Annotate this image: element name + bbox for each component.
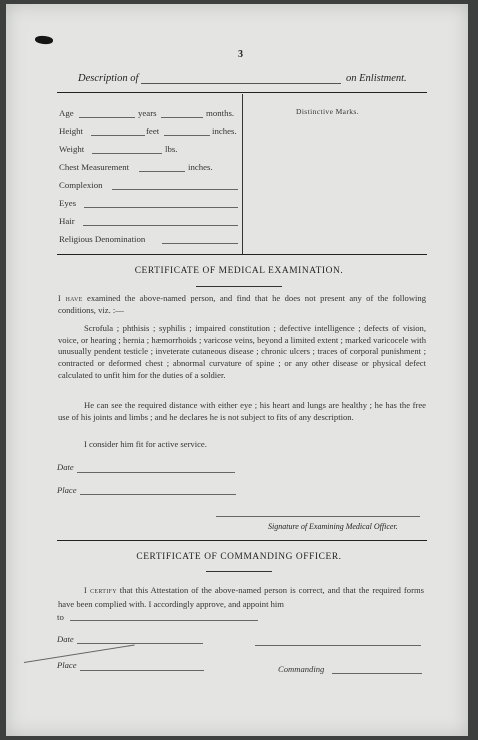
heading-description-of: Description of <box>78 73 139 84</box>
medical-place-line <box>80 494 236 495</box>
weight-line <box>92 153 162 154</box>
heading-name-line <box>141 83 341 84</box>
eyes-line <box>84 207 238 208</box>
height-inches-line <box>164 135 210 136</box>
religion-label: Religious Denomination <box>59 234 146 244</box>
medical-conditions-paragraph: Scrofula ; phthisis ; syphilis ; impaired constitution ; defective intelligence ; defects of vision, voice, or hearing ; hernia ; hæmorrhoids ; varicose veins, beyond a limited extent ; marked varicocele with unusually pendent testicle ; inveterate cutaneous disease ; chronic ulcers ; traces of corporal punishment ; contracted or deformed chest ; abnormal curvature of spine ; or any other disease or physical defect calculated to unfit him for the duties of a soldier. <box>58 323 426 380</box>
medical-place-label: Place <box>57 485 77 495</box>
inches-label: inches. <box>212 126 237 136</box>
medical-date-line <box>77 472 235 473</box>
medical-signature-caption: Signature of Examining Medical Officer. <box>268 522 398 531</box>
height-feet-line <box>91 135 145 136</box>
medical-date-label: Date <box>57 462 74 472</box>
medical-intro-text: examined the above-named person, and find that he does not present any of the following conditions, viz. :— <box>58 293 427 315</box>
heading-on-enlistment: on Enlistment. <box>346 73 407 84</box>
age-months-line <box>161 117 203 118</box>
commanding-label: Commanding <box>278 664 325 674</box>
commanding-title-underline <box>206 571 272 572</box>
medical-fitness-paragraph: He can see the required distance with either eye ; his heart and lungs are healthy ; he has the free use of his joints and limbs ; and he declares he is not subject to fits of any description. <box>58 400 426 422</box>
complexion-line <box>112 189 238 190</box>
complexion-label: Complexion <box>59 180 103 190</box>
years-label: years <box>138 108 157 118</box>
commanding-place-label: Place <box>57 660 77 670</box>
commanding-unit-line <box>255 645 421 646</box>
commanding-paragraph <box>58 584 424 610</box>
religion-line <box>162 243 238 244</box>
months-label: months. <box>206 108 235 118</box>
commanding-date-label: Date <box>57 634 74 644</box>
commanding-top-rule <box>57 540 427 541</box>
eyes-label: Eyes <box>59 198 77 208</box>
commanding-place-line <box>80 670 204 671</box>
description-bottom-rule <box>57 254 427 255</box>
medical-title-underline <box>196 286 282 287</box>
weight-label: Weight <box>59 144 85 154</box>
age-years-line <box>79 117 135 118</box>
appoint-to-label: to <box>57 612 64 622</box>
chest-inches-label: inches. <box>188 162 213 172</box>
age-label: Age <box>59 108 74 118</box>
commanding-lead: I certify <box>84 586 117 595</box>
appoint-to-line <box>70 620 258 621</box>
medical-fit-statement: I consider him fit for active service. <box>84 439 207 449</box>
distinctive-marks-label: Distinctive Marks. <box>296 107 360 116</box>
commanding-signature-line <box>332 673 422 674</box>
lbs-label: lbs. <box>165 144 178 154</box>
description-divider <box>242 94 243 254</box>
hair-label: Hair <box>59 216 75 226</box>
medical-certificate-title: CERTIFICATE OF MEDICAL EXAMINATION. <box>134 266 344 276</box>
medical-intro-paragraph <box>58 293 426 316</box>
commanding-certificate-title: CERTIFICATE OF COMMANDING OFFICER. <box>136 552 342 562</box>
page-number: 3 <box>238 49 243 60</box>
description-top-rule <box>57 92 427 93</box>
hair-line <box>83 225 238 226</box>
chest-label: Chest Measurement <box>59 162 130 172</box>
medical-signature-line <box>216 516 420 517</box>
chest-line <box>139 171 185 172</box>
commanding-text: that this Attestation of the above-named person is correct, and that the required forms have been complied with. I accordingly approve, and appoint him <box>58 585 424 609</box>
feet-label: feet <box>146 126 160 136</box>
medical-intro-lead: I have <box>58 294 83 303</box>
height-label: Height <box>59 126 83 136</box>
commanding-date-line <box>77 643 203 644</box>
